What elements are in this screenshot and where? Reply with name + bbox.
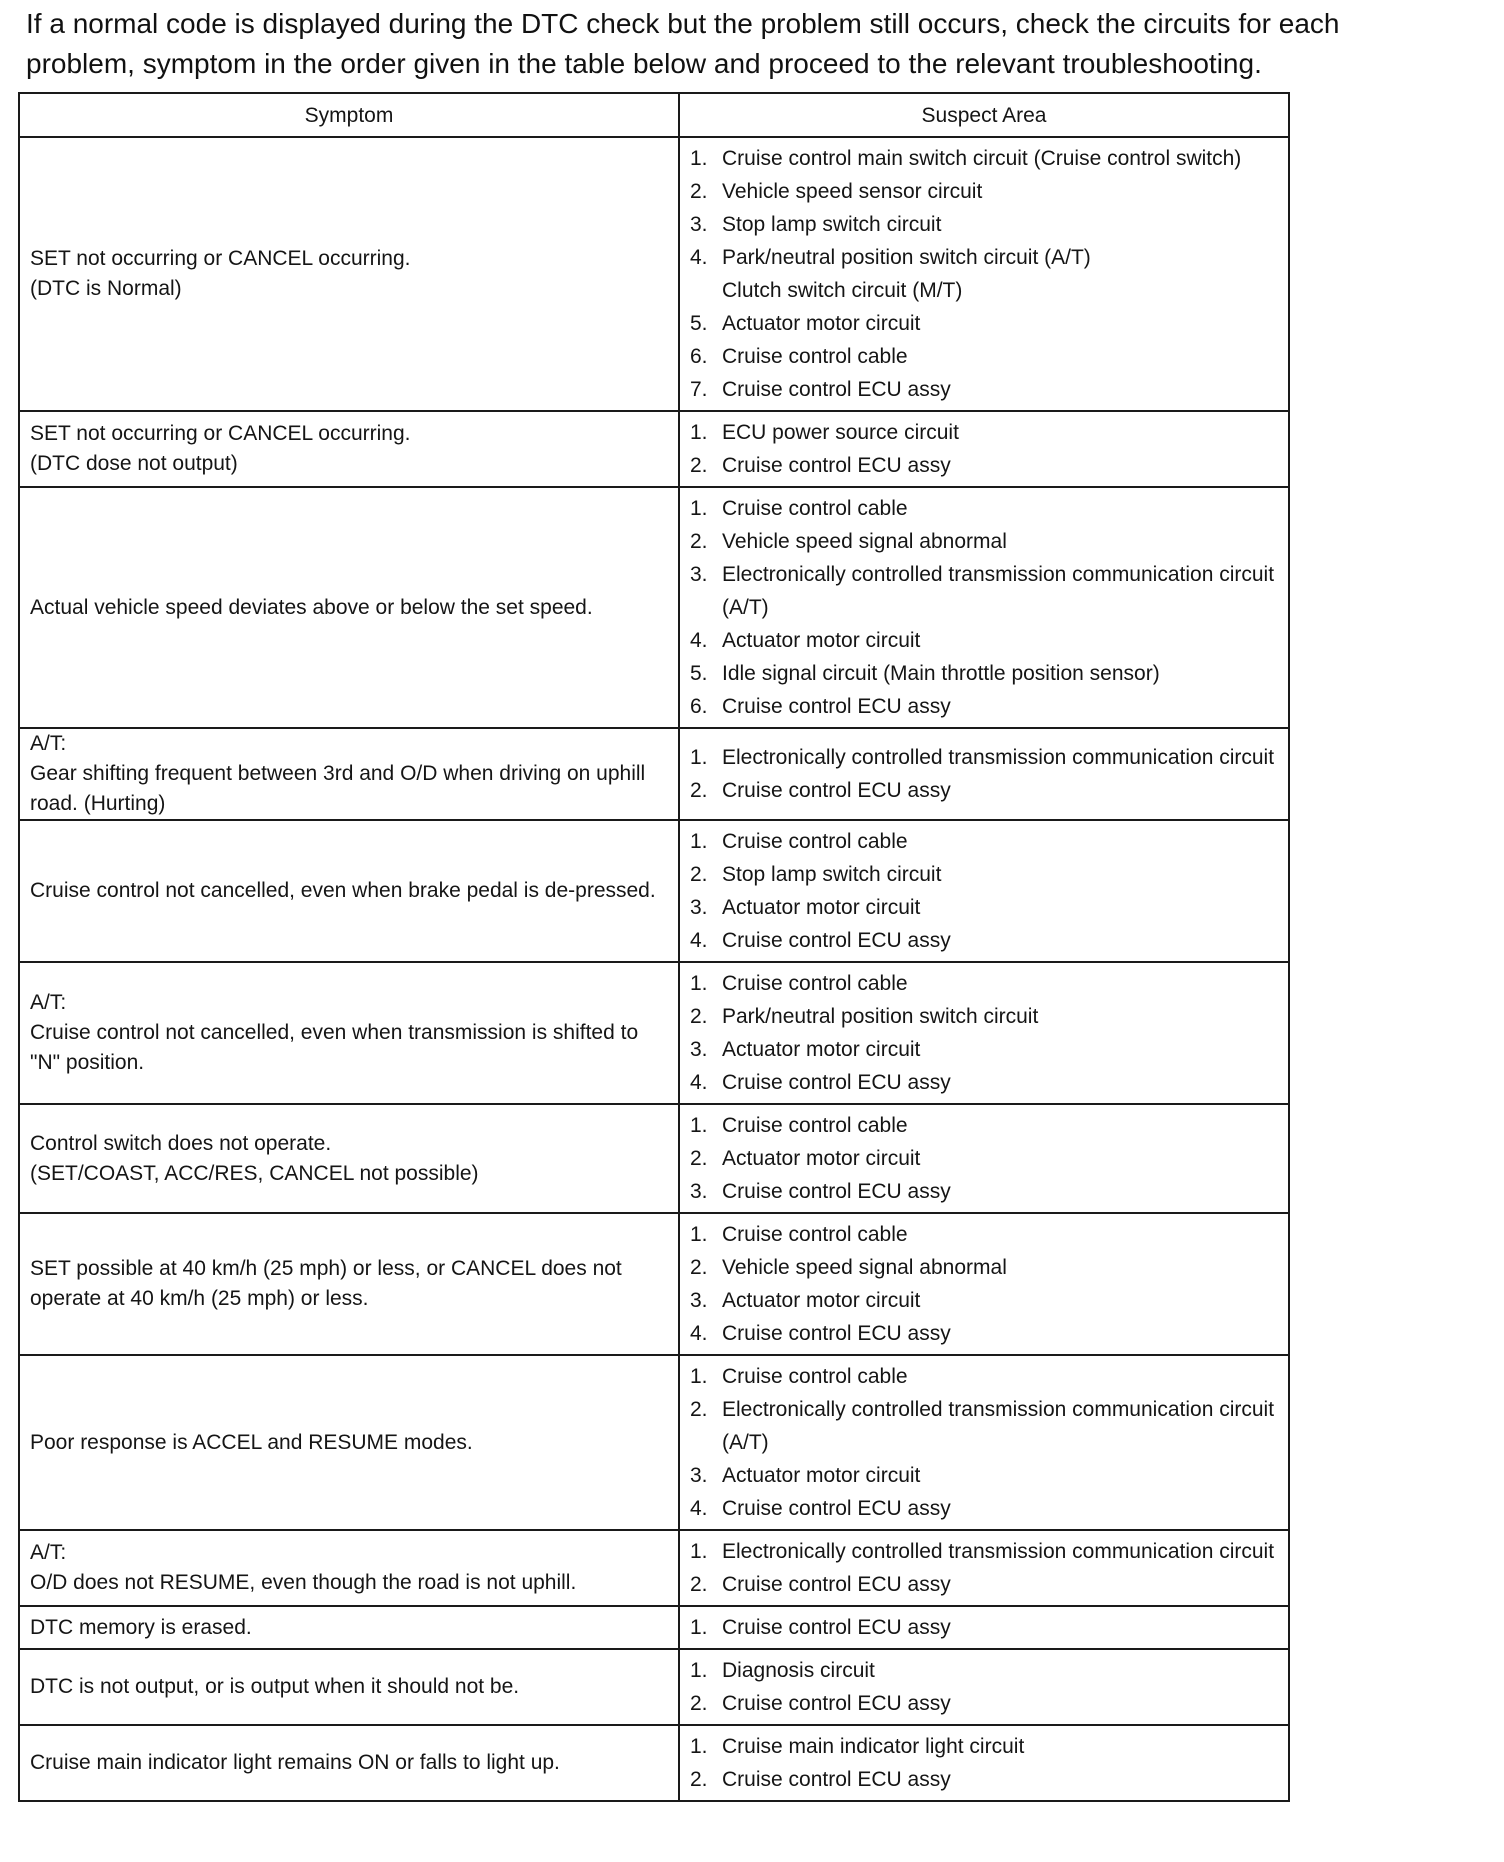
item-text: Cruise control cable [722, 1114, 908, 1137]
symptom-line: (DTC dose not output) [30, 452, 238, 475]
item-text: Clutch switch circuit (M/T) [722, 279, 963, 302]
suspect-area-cell [679, 1530, 1289, 1606]
item-number: 2. [690, 779, 708, 802]
item-number: 2. [690, 1147, 708, 1170]
symptom-cell [19, 1355, 679, 1530]
item-text: Cruise control cable [722, 830, 908, 853]
item-text: Cruise control ECU assy [722, 1768, 951, 1791]
suspect-area-cell [679, 728, 1289, 820]
item-text: Stop lamp switch circuit [722, 863, 942, 886]
item-text: Cruise control ECU assy [722, 1071, 951, 1094]
list-item [690, 1654, 1278, 1687]
item-number: 2. [690, 1256, 708, 1279]
table-row [19, 487, 1289, 728]
list-item [690, 241, 1278, 274]
item-number: 4. [690, 246, 708, 269]
table-header-row [19, 93, 1289, 137]
list-item [690, 924, 1278, 957]
symptom-cell [19, 1530, 679, 1606]
symptom-line: A/T: [30, 991, 67, 1014]
item-number: 1. [690, 1735, 708, 1758]
list-item [690, 774, 1278, 807]
intro-line-2: problem, symptom in the order given in the table below and proceed to the relevant troubleshooting. [26, 48, 1262, 79]
item-number: 1. [690, 1114, 708, 1137]
item-text: Cruise control ECU assy [722, 779, 951, 802]
symptom-cell [19, 1606, 679, 1649]
item-text: Cruise control ECU assy [722, 378, 951, 401]
item-text: Electronically controlled transmission communication circuit [722, 746, 1275, 769]
symptom-cell [19, 1649, 679, 1725]
list-item [690, 690, 1278, 723]
item-number: 1. [690, 1616, 708, 1639]
item-text: Park/neutral position switch circuit (A/T) [722, 246, 1091, 269]
item-number: 7. [690, 378, 708, 401]
symptom-cell [19, 1213, 679, 1355]
list-item [690, 741, 1278, 774]
item-number: 3. [690, 896, 708, 919]
symptom-cell [19, 728, 679, 820]
symptom-line: SET possible at 40 km/h (25 mph) or less, or CANCEL does not operate at 40 km/h (25 mph) or less. [30, 1257, 622, 1310]
list-item [690, 416, 1278, 449]
suspect-area-cell [679, 820, 1289, 962]
item-text: Cruise control ECU assy [722, 1692, 951, 1715]
list-item [690, 373, 1278, 406]
item-number: 3. [690, 1464, 708, 1487]
item-number: 1. [690, 1540, 708, 1563]
symptom-line: DTC memory is erased. [30, 1615, 252, 1639]
suspect-list [690, 1611, 1278, 1644]
suspect-area-cell [679, 1355, 1289, 1530]
list-item [690, 1535, 1278, 1568]
list-item [690, 624, 1278, 657]
list-item [690, 340, 1278, 373]
item-text: Actuator motor circuit [722, 1147, 921, 1170]
list-item [690, 1393, 1278, 1459]
suspect-list [690, 741, 1278, 807]
symptom-cell [19, 1104, 679, 1213]
item-number: 3. [690, 1038, 708, 1061]
list-item [690, 1611, 1278, 1644]
item-number: 4. [690, 929, 708, 952]
item-number: 6. [690, 345, 708, 368]
suspect-list [690, 492, 1278, 723]
suspect-list [690, 1730, 1278, 1796]
item-text: Cruise control ECU assy [722, 1322, 951, 1345]
list-item [690, 1066, 1278, 1099]
item-number: 1. [690, 147, 708, 170]
symptom-line: Poor response is ACCEL and RESUME modes. [30, 1430, 473, 1454]
suspect-list [690, 1535, 1278, 1601]
suspect-list [690, 825, 1278, 957]
item-text: Park/neutral position switch circuit [722, 1005, 1039, 1028]
item-text: Actuator motor circuit [722, 1464, 921, 1487]
symptom-line: (DTC is Normal) [30, 277, 182, 300]
item-text: Vehicle speed sensor circuit [722, 180, 983, 203]
intro-paragraph [26, 4, 1486, 84]
table-row [19, 962, 1289, 1104]
item-text: Electronically controlled transmission communication circuit (A/T) [722, 563, 1275, 619]
suspect-area-cell [679, 1649, 1289, 1725]
list-item [690, 307, 1278, 340]
item-text: Cruise control ECU assy [722, 1180, 951, 1203]
list-item [690, 1109, 1278, 1142]
list-item [690, 1730, 1278, 1763]
symptom-line: O/D does not RESUME, even though the road is not uphill. [30, 1571, 577, 1594]
suspect-list [690, 142, 1278, 406]
symptom-line: DTC is not output, or is output when it should not be. [30, 1675, 520, 1698]
suspect-area-cell [679, 1213, 1289, 1355]
header-symptom: Symptom [19, 93, 679, 137]
suspect-list [690, 1654, 1278, 1720]
item-text: Cruise control cable [722, 345, 908, 368]
list-item [690, 558, 1278, 624]
item-number: 1. [690, 830, 708, 853]
symptom-line: A/T: [30, 732, 67, 755]
item-text: Cruise control ECU assy [722, 1573, 951, 1596]
list-item [690, 891, 1278, 924]
item-number: 1. [690, 421, 708, 444]
table-row [19, 1725, 1289, 1801]
item-text: Actuator motor circuit [722, 629, 921, 652]
symptom-line: SET not occurring or CANCEL occurring. [30, 247, 411, 270]
item-text: Idle signal circuit (Main throttle position sensor) [722, 662, 1160, 685]
list-item [690, 657, 1278, 690]
list-item [690, 1033, 1278, 1066]
list-item [690, 449, 1278, 482]
list-item [690, 1317, 1278, 1350]
table-row [19, 1530, 1289, 1606]
suspect-area-cell [679, 487, 1289, 728]
suspect-area-cell [679, 962, 1289, 1104]
item-text: Electronically controlled transmission communication circuit (A/T) [722, 1398, 1275, 1454]
intro-line-1: If a normal code is displayed during the DTC check but the problem still occurs, check the circuits for each [26, 8, 1340, 39]
table-row [19, 411, 1289, 487]
item-number: 2. [690, 863, 708, 886]
symptom-line: Cruise control not cancelled, even when transmission is shifted to "N" position. [30, 1021, 639, 1074]
table-row [19, 1104, 1289, 1213]
item-number: 3. [690, 1289, 708, 1312]
item-number: 3. [690, 563, 708, 586]
item-number: 2. [690, 1692, 708, 1715]
list-item [690, 208, 1278, 241]
suspect-area-cell [679, 137, 1289, 411]
suspect-list [690, 1360, 1278, 1525]
table-row [19, 820, 1289, 962]
item-number: 1. [690, 746, 708, 769]
item-number: 2. [690, 1398, 708, 1421]
item-number: 3. [690, 213, 708, 236]
item-text: Cruise control cable [722, 972, 908, 995]
item-number: 4. [690, 1322, 708, 1345]
item-text: Vehicle speed signal abnormal [722, 1256, 1007, 1279]
list-item [690, 1568, 1278, 1601]
header-suspect-area: Suspect Area [679, 93, 1289, 137]
item-text: Actuator motor circuit [722, 312, 921, 335]
symptom-line: Actual vehicle speed deviates above or below the set speed. [30, 595, 593, 619]
table-row [19, 1649, 1289, 1725]
item-text: Actuator motor circuit [722, 1038, 921, 1061]
symptom-line: SET not occurring or CANCEL occurring. [30, 422, 411, 445]
list-item [690, 1175, 1278, 1208]
item-text: ECU power source circuit [722, 421, 959, 444]
item-number: 5. [690, 662, 708, 685]
list-item [690, 1763, 1278, 1796]
symptom-cell [19, 411, 679, 487]
list-item [690, 142, 1278, 175]
symptom-cell [19, 962, 679, 1104]
item-text: Cruise control ECU assy [722, 929, 951, 952]
list-item [690, 1251, 1278, 1284]
list-item [690, 525, 1278, 558]
list-item [690, 1142, 1278, 1175]
list-item [690, 1492, 1278, 1525]
item-number: 1. [690, 1223, 708, 1246]
symptom-line: (SET/COAST, ACC/RES, CANCEL not possible) [30, 1161, 479, 1185]
item-number: 3. [690, 1180, 708, 1203]
table-row [19, 1606, 1289, 1649]
item-number: 2. [690, 454, 708, 477]
item-number: 2. [690, 1768, 708, 1791]
symptom-cell [19, 1725, 679, 1801]
item-number: 1. [690, 972, 708, 995]
item-number: 4. [690, 1497, 708, 1520]
list-item [690, 1284, 1278, 1317]
item-text: Vehicle speed signal abnormal [722, 530, 1007, 553]
item-text: Cruise control ECU assy [722, 1497, 951, 1520]
list-item [690, 1218, 1278, 1251]
suspect-area-cell [679, 1725, 1289, 1801]
suspect-area-cell [679, 1104, 1289, 1213]
list-item [690, 1000, 1278, 1033]
item-number: 6. [690, 695, 708, 718]
item-number: 1. [690, 1365, 708, 1388]
table-row [19, 137, 1289, 411]
item-number: 1. [690, 497, 708, 520]
item-text: Electronically controlled transmission communication circuit [722, 1540, 1275, 1563]
table-row [19, 728, 1289, 820]
item-text: Cruise control cable [722, 1365, 908, 1388]
item-text: Cruise control ECU assy [722, 454, 951, 477]
item-number: 1. [690, 1659, 708, 1682]
item-number: 2. [690, 530, 708, 553]
item-text: Cruise control cable [722, 1223, 908, 1246]
item-text: Actuator motor circuit [722, 896, 921, 919]
suspect-list [690, 416, 1278, 482]
item-text: Stop lamp switch circuit [722, 213, 942, 236]
troubleshooting-table [18, 92, 1290, 1802]
item-text: Cruise control ECU assy [722, 1616, 951, 1639]
suspect-list [690, 1109, 1278, 1208]
symptom-cell [19, 137, 679, 411]
list-item [690, 825, 1278, 858]
symptom-cell [19, 820, 679, 962]
item-text: Cruise control cable [722, 497, 908, 520]
suspect-area-cell [679, 411, 1289, 487]
suspect-list [690, 967, 1278, 1099]
item-text: Cruise control ECU assy [722, 695, 951, 718]
list-item [690, 1360, 1278, 1393]
list-item-continuation [690, 274, 1278, 307]
item-text: Diagnosis circuit [722, 1659, 875, 1682]
item-text: Cruise main indicator light circuit [722, 1735, 1025, 1758]
item-number: 2. [690, 1573, 708, 1596]
suspect-list [690, 1218, 1278, 1350]
symptom-line: Gear shifting frequent between 3rd and O/D when driving on uphill road. (Hurting) [30, 762, 646, 815]
list-item [690, 1687, 1278, 1720]
item-number: 5. [690, 312, 708, 335]
symptom-line: Cruise control not cancelled, even when brake pedal is de-pressed. [30, 879, 656, 902]
list-item [690, 858, 1278, 891]
item-number: 4. [690, 1071, 708, 1094]
table-row [19, 1213, 1289, 1355]
item-number: 2. [690, 1005, 708, 1028]
symptom-line: Cruise main indicator light remains ON or falls to light up. [30, 1751, 560, 1774]
symptom-line: Control switch does not operate. [30, 1131, 332, 1155]
symptom-cell [19, 487, 679, 728]
item-text: Cruise control main switch circuit (Cruise control switch) [722, 147, 1242, 170]
item-number: 2. [690, 180, 708, 203]
list-item [690, 175, 1278, 208]
list-item [690, 967, 1278, 1000]
item-text: Actuator motor circuit [722, 1289, 921, 1312]
list-item [690, 492, 1278, 525]
list-item [690, 1459, 1278, 1492]
suspect-area-cell [679, 1606, 1289, 1649]
item-number: 4. [690, 629, 708, 652]
table-row [19, 1355, 1289, 1530]
symptom-line: A/T: [30, 1541, 67, 1564]
